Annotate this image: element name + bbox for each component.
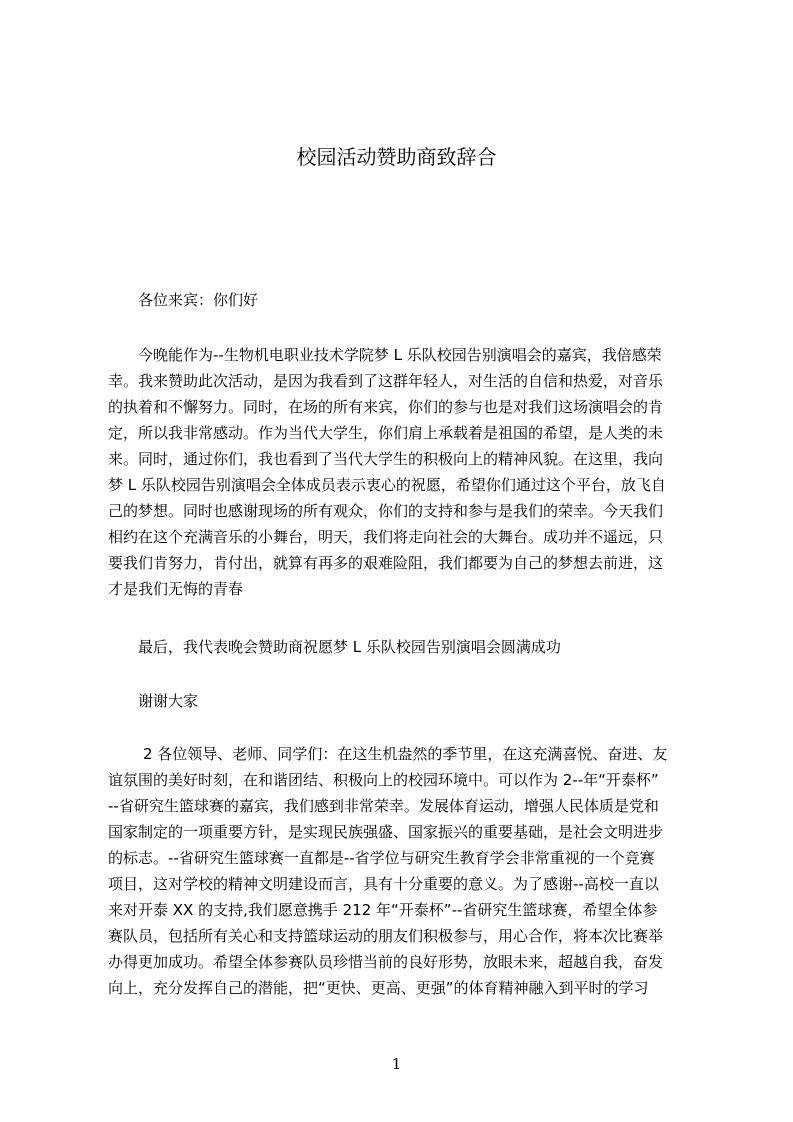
paragraph-line: 的执着和不懈努力。同时，在场的所有来宾，你们的参与也是对我们这场演唱会的肯 (108, 398, 664, 416)
paragraph-line: 要我们肯努力，肯付出，就算有再多的艰难险阻，我们都要为自己的梦想去前进，这 (108, 554, 664, 572)
paragraph-line: 幸。我来赞助此次活动，是因为我看到了这群年轻人，对生活的自信和热爱，对音乐 (108, 372, 664, 390)
paragraph-line: 国家制定的一项重要方针，是实现民族强盛、国家振兴的重要基础，是社会文明进步 (108, 823, 664, 841)
paragraph-line: 梦 L 乐队校园告别演唱会全体成员表示衷心的祝愿，希望你们通过这个平台，放飞自 (108, 476, 666, 494)
paragraph-line: 定，所以我非常感动。作为当代大学生，你们肩上承载着是祖国的希望，是人类的未 (108, 424, 664, 442)
thanks-line: 谢谢大家 (138, 692, 199, 710)
greeting (108, 287, 698, 313)
paragraph-line: 来对开泰 XX 的支持,我们愿意携手 212 年“开泰杯”--省研究生篮球赛，希望全体参 (108, 901, 658, 919)
paragraph-line: 办得更加成功。希望全体参赛队员珍惜当前的良好形势，放眼未来，超越自我，奋发 (108, 953, 664, 971)
paragraph-line: 2 各位领导、老师、同学们：在这生机盎然的季节里，在这充满喜悦、奋进、友 (128, 745, 668, 763)
paragraph-line: 来。同时，通过你们，我也看到了当代大学生的积极向上的精神风貌。在这里，我向 (108, 450, 664, 468)
paragraph-line: --省研究生篮球赛的嘉宾，我们感到非常荣幸。发展体育运动，增强人民体质是党和 (108, 797, 659, 815)
paragraph-line: 才是我们无悔的青春 (108, 580, 244, 598)
paragraph-line: 己的梦想。同时也感谢现场的所有观众，你们的支持和参与是我们的荣幸。今天我们 (108, 502, 664, 520)
paragraph-line: 相约在这个充满音乐的小舞台，明天，我们将走向社会的大舞台。成功并不遥远，只 (108, 528, 664, 546)
paragraph-sponsor-speech (108, 342, 698, 602)
paragraph-line: 今晚能作为--生物机电职业技术学院梦 L 乐队校园告别演唱会的嘉宾，我倍感荣 (108, 346, 662, 364)
closing-line: 最后，我代表晚会赞助商祝愿梦 L 乐队校园告别演唱会圆满成功 (138, 638, 561, 656)
greeting-line: 各位来宾：你们好 (138, 291, 259, 309)
paragraph-line: 项目，这对学校的精神文明建设而言，具有十分重要的意义。为了感谢--高校一直以 (108, 875, 659, 893)
paragraph-line: 的标志。--省研究生篮球赛一直都是--省学位与研究生教育学会非常重视的一个竞赛 (108, 849, 655, 867)
document-title: 校园活动赞助商致辞合 (296, 145, 497, 169)
paragraph-line: 赛队员，包括所有关心和支持篮球运动的朋友们积极参与，用心合作，将本次比赛举 (108, 927, 664, 945)
page-number: 1 (391, 1055, 402, 1073)
closing-wish (108, 634, 698, 660)
paragraph-line: 向上，充分发挥自己的潜能，把“更快、更高、更强”的体育精神融入到平时的学习 (108, 979, 649, 997)
thanks (108, 688, 698, 714)
paragraph-line: 谊氛围的美好时刻，在和谐团结、积极向上的校园环境中。可以作为 2--年“开泰杯” (108, 771, 659, 789)
paragraph-basketball-speech (108, 741, 698, 1001)
